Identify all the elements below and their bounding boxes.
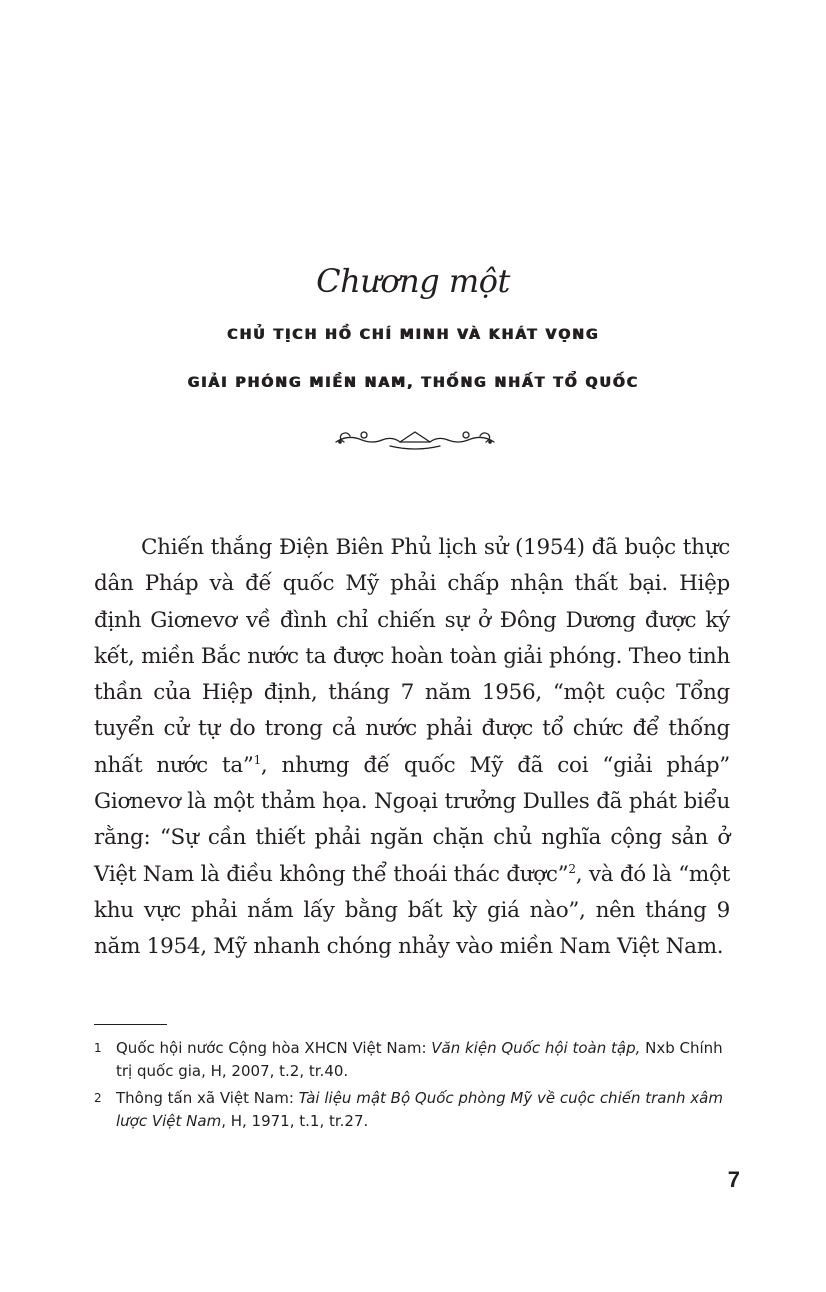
- chapter-title-line-1: CHỦ TỊCH HỒ CHÍ MINH VÀ KHÁT VỌNG: [226, 327, 600, 343]
- footnote-title: Tài liệu mật Bộ Quốc phòng Mỹ về cuộc chiến tranh xâm lược Việt Nam: [116, 1089, 723, 1130]
- chapter-label: Chương một: [316, 262, 510, 300]
- body-text-part-1: Chiến thắng Điện Biên Phủ lịch sử (1954) đã buộc thực dân Pháp và đế quốc Mỹ phải chấp nhận thất bại. Hiệp định Giơnevơ về đình chỉ chiến sự ở Đông Dương được ký kết, miền Bắc nước ta được hoàn toàn giải phóng. Theo tinh thần của Hiệp định, tháng 7 năm 1956, “một cuộc Tổng tuyển cử tự do trong cả nước phải được tổ chức để thống nhất nước ta”: [94, 535, 730, 778]
- page-number: 7: [727, 1167, 740, 1192]
- footnote-lead: Quốc hội nước Cộng hòa XHCN Việt Nam:: [116, 1039, 432, 1057]
- chapter-title-line-2: GIẢI PHÓNG MIỀN NAM, THỐNG NHẤT TỔ QUỐC: [187, 375, 639, 391]
- footnote-ref-1[interactable]: 1: [253, 752, 261, 767]
- body-text-part-2: , nhưng đế quốc Mỹ đã coi “giải pháp” Giơnevơ là một thảm họa. Ngoại trưởng Dulles đã phát biểu rằng: “Sự cần thiết phải ngăn chặn chủ nghĩa cộng sản ở Việt Nam là điều không thể thoái thác được”: [94, 752, 730, 887]
- footnote-rest: Nxb Chính trị quốc gia, H, 2007, t.2, tr.40.: [116, 1039, 723, 1080]
- body-paragraph: [94, 530, 730, 966]
- footnote-ref-2[interactable]: 2: [568, 861, 576, 876]
- footnote-rest: , H, 1971, t.1, tr.27.: [221, 1112, 369, 1130]
- footnote-number: 1: [94, 1041, 102, 1055]
- footnote-1: [94, 1037, 730, 1083]
- body-text-part-3: , và đó là “một khu vực phải nắm lấy bằng bất kỳ giá nào”, nên tháng 9 năm 1954, Mỹ nhanh chóng nhảy vào miền Nam Việt Nam.: [94, 861, 731, 960]
- footnote-lead: Thông tấn xã Việt Nam:: [116, 1089, 299, 1107]
- footnote-2: [94, 1087, 730, 1133]
- footnote-title: Văn kiện Quốc hội toàn tập,: [431, 1039, 641, 1057]
- flourish-divider-icon: [330, 424, 500, 454]
- footnote-separator: [94, 1024, 167, 1025]
- footnote-number: 2: [94, 1091, 102, 1105]
- footnotes: [94, 1037, 730, 1137]
